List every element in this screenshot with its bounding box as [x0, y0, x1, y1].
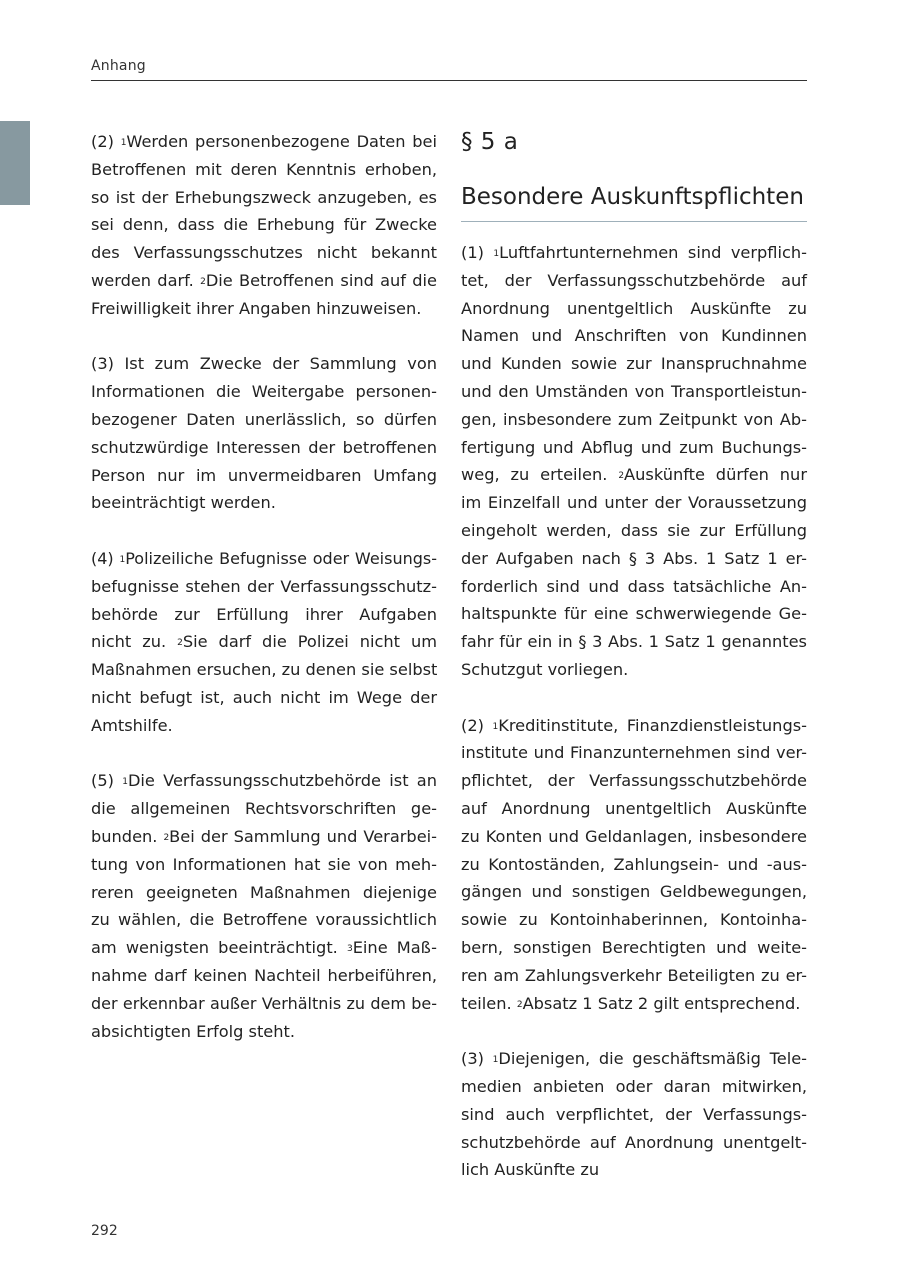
text-line: Namen und Anschriften von Kundinnen [461, 326, 807, 346]
text-line: Schutzgut vorliegen. [461, 659, 629, 679]
line-text: Polizeiliche Befugnisse oder Weisungs- [125, 548, 437, 568]
text-line: sowie zu Kontoinhaberinnen, Kontoinha- [461, 910, 807, 930]
section-title: Besondere Auskunftspflichten [461, 184, 804, 210]
text-line: sei denn, dass die Erhebung für Zwecke [91, 215, 437, 235]
sentence-number: 1 [122, 777, 128, 788]
sentence-number: 2 [177, 638, 183, 649]
text-line: des Verfassungsschutzes nicht bekannt [91, 243, 437, 263]
text-line: Freiwilligkeit ihrer Angaben hinzuweisen. [91, 298, 422, 318]
line-text: Werden personenbezogene Daten bei [126, 132, 437, 151]
text-line: sind auch verpflichtet, der Verfassungs- [461, 1104, 807, 1124]
text-line: fertigung und Abflug und zum Buchungs- [461, 437, 807, 457]
line-text: teilen. [461, 993, 512, 1013]
sentence-number: 2 [200, 276, 206, 287]
text-line: der Aufgaben nach § 3 Abs. 1 Satz 1 er- [461, 548, 807, 568]
text-line [91, 267, 437, 295]
text-line: auf Anordnung unentgeltlich Auskünfte [461, 798, 807, 818]
text-line [461, 1045, 807, 1073]
paragraph-number: (1) [461, 243, 484, 262]
text-line: forderlich sind und dass tatsächliche An- [461, 576, 807, 596]
line-text: Luftfahrtunternehmen sind verpflich- [499, 243, 807, 262]
line-text: Diejenigen, die geschäftsmäßig Tele- [498, 1049, 807, 1069]
chapter-tab-marker [0, 121, 30, 205]
line-text: Auskünfte dürfen nur [624, 465, 807, 485]
line-text: Kreditinstitute, Finanzdienstleistungs- [498, 715, 807, 735]
right-column [461, 128, 807, 1184]
sentence-number: 2 [163, 832, 170, 843]
text-line: bern, sonstigen Berechtigten und weite- [461, 937, 807, 957]
sentence-number: 2 [618, 471, 625, 482]
sentence-number: 1 [120, 138, 127, 148]
text-line [461, 712, 807, 740]
text-line: und Kunden sowie zur Inanspruchnahme [461, 354, 807, 374]
text-line: pflichtet, der Verfassungsschutzbehörde [461, 771, 807, 791]
text-line [91, 767, 437, 795]
text-line: die allgemeinen Rechtsvorschriften ge- [91, 799, 437, 819]
sentence-number: 1 [493, 249, 500, 259]
sentence-number: 1 [492, 1055, 499, 1066]
text-line [461, 239, 807, 267]
text-line: bezogener Daten unerlässlich, so dürfen [91, 409, 437, 429]
text-line [91, 545, 437, 573]
text-line: behörde zur Erfüllung ihrer Aufgaben [91, 604, 437, 624]
text-line: eingeholt werden, dass sie zur Erfüllung [461, 520, 807, 540]
text-line [461, 461, 807, 489]
text-line: fahr für ein in § 3 Abs. 1 Satz 1 genanntes [461, 632, 807, 652]
text-line: tung von Informationen hat sie von meh- [91, 854, 437, 874]
text-line [91, 823, 437, 851]
text-line: Person nur im unvermeidbaren Umfang [91, 465, 437, 485]
paragraph-number: (2) [461, 715, 484, 735]
text-line: Betroffenen mit deren Kenntnis erhoben, [91, 159, 437, 179]
text-line: und den Umständen von Transportleistun- [461, 381, 807, 401]
line-text: Sie darf die Polizei nicht um [182, 632, 437, 652]
text-line: Maßnahmen ersuchen, zu denen sie selbst [91, 660, 438, 680]
text-line: zu Konten und Geldanlagen, insbesondere [461, 826, 807, 846]
sentence-number: 2 [516, 999, 523, 1010]
text-line: lich Auskünfte zu [461, 1160, 600, 1180]
running-header: Anhang [91, 58, 146, 74]
text-line: medien anbieten oder daran mitwirken, [461, 1076, 807, 1096]
text-line [91, 628, 437, 656]
header-rule [91, 80, 807, 81]
text-line: der erkennbar außer Verhältnis zu dem be- [91, 993, 437, 1013]
text-line: tet, der Verfassungsschutzbehörde auf [461, 270, 807, 290]
text-line: ren am Zahlungsverkehr Beteiligten zu er- [461, 965, 807, 985]
paragraph-5 [91, 767, 437, 1045]
line-text: weg, zu erteilen. [461, 465, 608, 485]
paragraph-number: (5) [91, 771, 114, 791]
paragraph-number: (4) [91, 548, 114, 568]
text-line: im Einzelfall und unter der Voraussetzung [461, 493, 807, 513]
paragraph-2 [461, 712, 807, 1018]
text-line: nahme darf keinen Nachteil herbeiführen, [91, 965, 437, 985]
line-text: Die Betroffenen sind auf die [205, 270, 437, 290]
line-text: Bei der Sammlung und Verarbei- [169, 826, 437, 846]
line-text: werden darf. [91, 270, 194, 290]
line-text: Die Verfassungsschutzbehörde ist an [127, 771, 437, 791]
text-line: absichtigten Erfolg steht. [91, 1021, 296, 1041]
line-text: am wenigsten beeinträchtigt. [91, 938, 338, 958]
text-line: gen, insbesondere zum Zeitpunkt von Ab- [461, 409, 807, 429]
paragraph-number: (2) [91, 132, 114, 151]
paragraph-4 [91, 545, 437, 740]
line-text: nicht zu. [91, 632, 167, 652]
line-text: bunden. [91, 826, 158, 846]
text-line: institute und Finanzunternehmen sind ver- [461, 743, 807, 763]
paragraph-3 [91, 350, 437, 517]
section-number: § 5 a [461, 129, 519, 155]
text-line: Amtshilfe. [91, 715, 173, 735]
section-title-rule [461, 221, 807, 222]
sentence-number: 3 [346, 944, 353, 955]
text-line [91, 934, 437, 962]
paragraph-3 [461, 1045, 807, 1184]
text-line [91, 128, 437, 156]
text-line: Anordnung unentgeltlich Auskünfte zu [461, 298, 807, 318]
text-line: Informationen die Weitergabe personen- [91, 382, 437, 402]
text-line: beeinträchtigt werden. [91, 493, 276, 513]
paragraph-1 [461, 239, 807, 684]
text-line: befugnisse stehen der Verfassungsschutz- [91, 576, 437, 596]
sentence-number: 1 [492, 721, 499, 732]
page-number: 292 [91, 1223, 118, 1239]
paragraph-number: (3) [461, 1049, 484, 1069]
text-line: zu wählen, die Betroffene voraussichtlich [91, 910, 437, 930]
line-text: Absatz 1 Satz 2 gilt entsprechend. [522, 993, 801, 1013]
line-text: Eine Maß- [352, 938, 437, 958]
text-line [461, 990, 807, 1018]
paragraph-2 [91, 128, 437, 323]
text-line: so ist der Erhebungszweck anzugeben, es [91, 187, 437, 207]
sentence-number: 1 [119, 554, 126, 565]
text-line: gängen und sonstigen Geldbewegungen, [461, 882, 807, 902]
text-line: schutzwürdige Interessen der betroffenen [91, 437, 437, 457]
left-column [91, 128, 437, 1045]
text-line: schutzbehörde auf Anordnung unentgelt- [461, 1132, 807, 1152]
text-line: (3) Ist zum Zwecke der Sammlung von [91, 354, 437, 374]
text-line: nicht befugt ist, auch nicht im Wege der [91, 687, 437, 707]
text-line: haltspunkte für eine schwerwiegende Ge- [461, 604, 807, 624]
text-line: reren geeigneten Maßnahmen diejenige [91, 882, 437, 902]
text-line: zu Kontoständen, Zahlungsein- und -aus- [461, 854, 807, 874]
